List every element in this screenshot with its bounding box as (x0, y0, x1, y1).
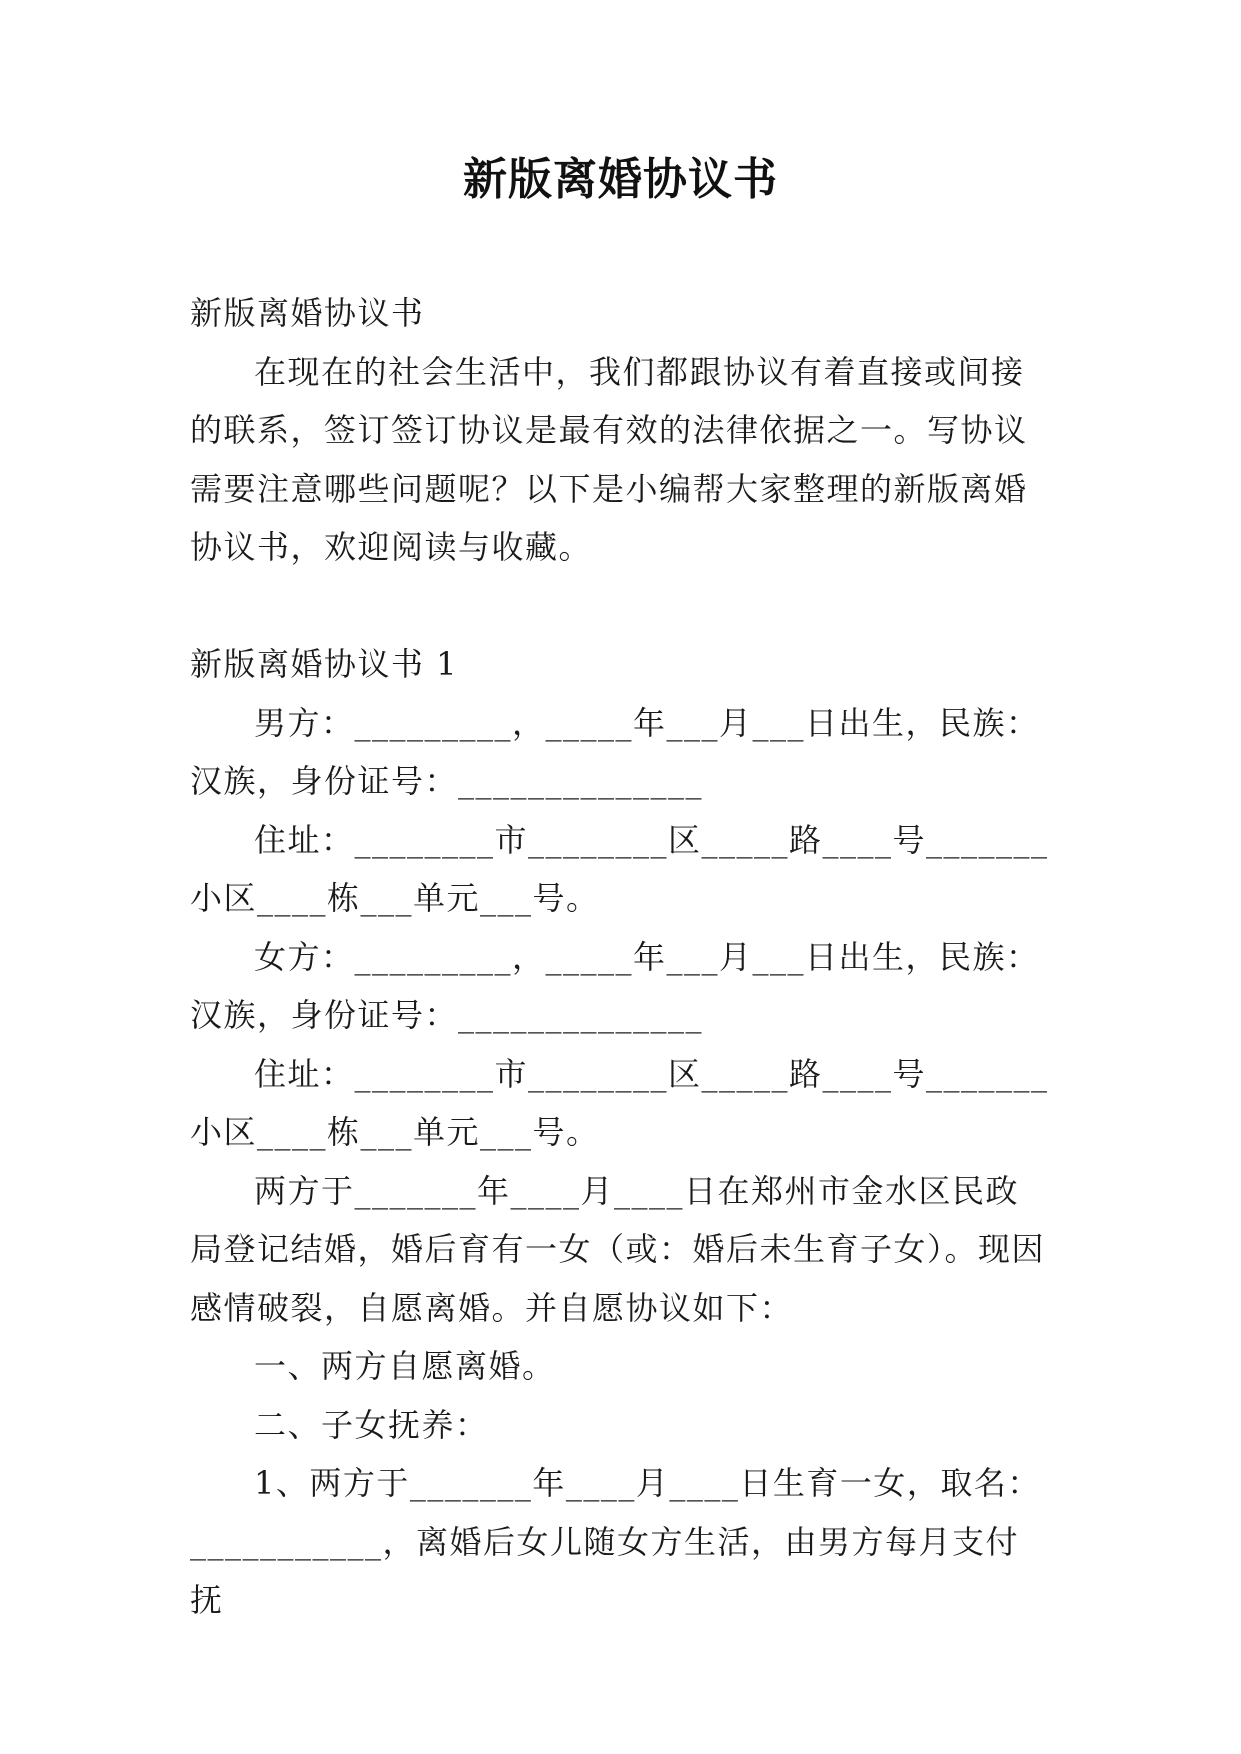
document-body (190, 284, 1052, 1630)
female-address-paragraph: 住址：________市________区_____路____号_______小区____栋___单元___号。 (190, 1054, 1049, 1151)
section-heading: 新版离婚协议书 1 (190, 645, 459, 683)
male-party-paragraph: 男方：_________，_____年___月___日出生，民族：汉族，身份证号：______________ (190, 703, 1040, 800)
female-party-paragraph: 女方：_________，_____年___月___日出生，民族：汉族，身份证号：______________ (190, 937, 1040, 1034)
clause-two: 二、子女抚养： (254, 1405, 489, 1444)
document-title: 新版离婚协议书 (463, 154, 778, 205)
clause-two-item-one: 1、两方于_______年____月____日生育一女，取名：___________，离婚后女儿随女方生活，由男方每月支付抚 (190, 1464, 1041, 1619)
intro-paragraph: 在现在的社会生活中，我们都跟协议有着直接或间接的联系，签订签订协议是最有效的法律依据之一。写协议需要注意哪些问题呢？以下是小编帮大家整理的新版离婚协议书，欢迎阅读与收藏。 (190, 352, 1028, 566)
subtitle-paragraph: 新版离婚协议书 (190, 294, 425, 332)
marriage-paragraph: 两方于_______年____月____日在郑州市金水区民政局登记结婚，婚后育有一女（或：婚后未生育子女）。现因感情破裂，自愿离婚。并自愿协议如下： (190, 1171, 1046, 1327)
clause-one: 一、两方自愿离婚。 (254, 1347, 556, 1385)
male-address-paragraph: 住址：________市________区_____路____号_______小区____栋___单元___号。 (190, 820, 1049, 917)
section-spacer (190, 577, 1052, 636)
